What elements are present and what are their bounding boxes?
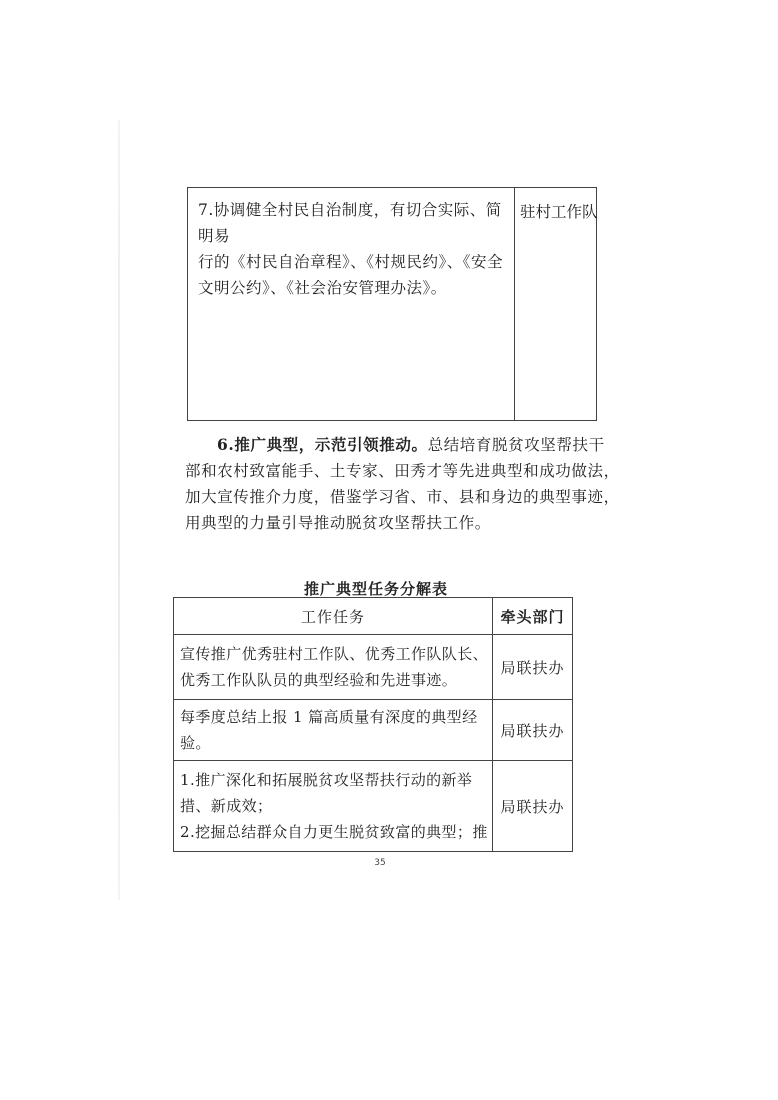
department-cell: 局联扶办 [493,700,573,761]
header-task: 工作任务 [174,598,493,635]
table-row [174,761,573,852]
task-cell: 宣传推广优秀驻村工作队、优秀工作队队长、 优秀工作队队员的典型经验和先进事迹。 [174,635,493,700]
scan-shading [118,120,120,900]
section-heading: 6.推广典型，示范引领推动。 [217,435,428,454]
department-cell: 局联扶办 [493,635,573,700]
task-cell [188,188,515,420]
table-row [174,635,573,700]
department-cell: 局联扶办 [493,761,573,852]
table-caption: 推广典型任务分解表 [303,580,448,598]
paragraph-line: 用典型的力量引导推动脱贫攻坚帮扶工作。 [185,514,491,532]
paragraph-line: 部和农村致富能手、土专家、田秀才等先进典型和成功做法， [185,462,620,480]
task-cell: 1.推广深化和拓展脱贫攻坚帮扶行动的新举 措、新成效； 2.挖掘总结群众自力更生脱贫致富的典型；推 [174,761,493,852]
header-department: 牵头部门 [493,598,573,635]
paragraph-line: 加大宣传推介力度，借鉴学习省、市、县和身边的典型事迹， [185,488,620,506]
table-row [174,700,573,761]
section-paragraph [185,432,620,536]
task-cell: 每季度总结上报 1 篇高质量有深度的典型经 验。 [174,700,493,761]
department-cell: 驻村工作队 [520,203,598,221]
task-line: 文明公约》、《社会治安管理办法》。 [198,279,447,297]
task-breakdown-table [173,597,573,852]
continued-task-table [187,187,597,421]
table-header-row [174,598,573,635]
page-number: 35 [374,858,386,868]
paragraph-line: 6.推广典型，示范引领推动。总结培育脱贫攻坚帮扶干 [217,435,605,454]
task-line: 7.协调健全村民自治制度，有切合实际、简明易 [198,201,502,245]
task-line: 行的《村民自治章程》、《村规民约》、《安全 [198,253,504,271]
